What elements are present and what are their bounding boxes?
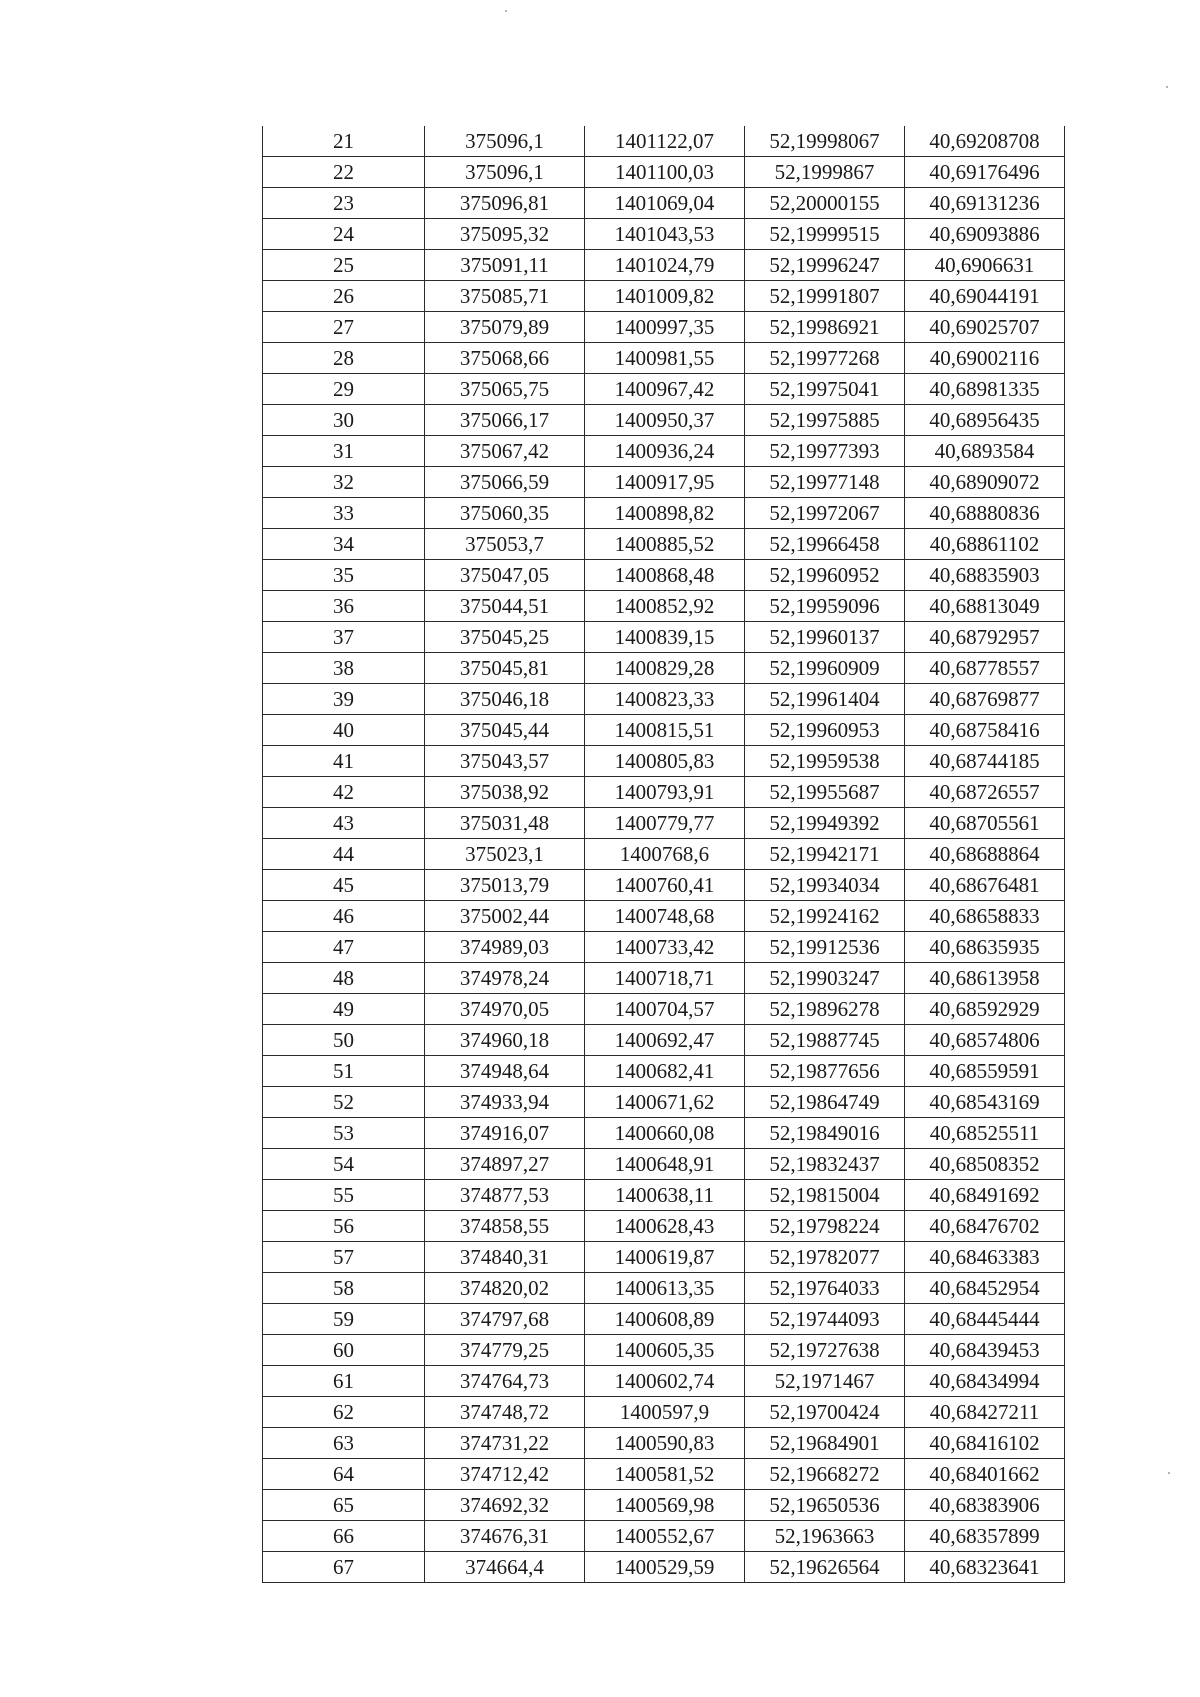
- latitude-cell: 52,19977268: [745, 343, 905, 374]
- table-row: [263, 591, 1065, 622]
- point-number-cell: 44: [263, 839, 425, 870]
- y-coordinate-cell: 1400671,62: [585, 1087, 745, 1118]
- point-number-cell: 42: [263, 777, 425, 808]
- y-coordinate-cell: 1400692,47: [585, 1025, 745, 1056]
- table-row: [263, 219, 1065, 250]
- latitude-cell: 52,19975041: [745, 374, 905, 405]
- longitude-cell: 40,68880836: [905, 498, 1065, 529]
- x-coordinate-cell: 375031,48: [425, 808, 585, 839]
- table-row: [263, 1397, 1065, 1428]
- longitude-cell: 40,68981335: [905, 374, 1065, 405]
- x-coordinate-cell: 374960,18: [425, 1025, 585, 1056]
- latitude-cell: 52,19960953: [745, 715, 905, 746]
- table-row: [263, 622, 1065, 653]
- point-number-cell: 23: [263, 188, 425, 219]
- longitude-cell: 40,68592929: [905, 994, 1065, 1025]
- table-row: [263, 746, 1065, 777]
- point-number-cell: 28: [263, 343, 425, 374]
- x-coordinate-cell: 375046,18: [425, 684, 585, 715]
- latitude-cell: 52,19960952: [745, 560, 905, 591]
- x-coordinate-cell: 375096,1: [425, 157, 585, 188]
- x-coordinate-cell: 375047,05: [425, 560, 585, 591]
- table-row: [263, 994, 1065, 1025]
- latitude-cell: 52,19977148: [745, 467, 905, 498]
- x-coordinate-cell: 374797,68: [425, 1304, 585, 1335]
- x-coordinate-cell: 375066,59: [425, 467, 585, 498]
- latitude-cell: 52,19887745: [745, 1025, 905, 1056]
- point-number-cell: 54: [263, 1149, 425, 1180]
- latitude-cell: 52,19877656: [745, 1056, 905, 1087]
- point-number-cell: 62: [263, 1397, 425, 1428]
- table-row: [263, 343, 1065, 374]
- latitude-cell: 52,19903247: [745, 963, 905, 994]
- x-coordinate-cell: 374877,53: [425, 1180, 585, 1211]
- table-row: [263, 1366, 1065, 1397]
- y-coordinate-cell: 1400602,74: [585, 1366, 745, 1397]
- table-row: [263, 1056, 1065, 1087]
- y-coordinate-cell: 1400805,83: [585, 746, 745, 777]
- table-row: [263, 870, 1065, 901]
- table-row: [263, 1335, 1065, 1366]
- point-number-cell: 60: [263, 1335, 425, 1366]
- latitude-cell: 52,19849016: [745, 1118, 905, 1149]
- table-row: [263, 653, 1065, 684]
- longitude-cell: 40,68383906: [905, 1490, 1065, 1521]
- y-coordinate-cell: 1400823,33: [585, 684, 745, 715]
- y-coordinate-cell: 1400898,82: [585, 498, 745, 529]
- y-coordinate-cell: 1400660,08: [585, 1118, 745, 1149]
- latitude-cell: 52,19975885: [745, 405, 905, 436]
- longitude-cell: 40,68401662: [905, 1459, 1065, 1490]
- table-row: [263, 932, 1065, 963]
- point-number-cell: 59: [263, 1304, 425, 1335]
- table-row: [263, 312, 1065, 343]
- y-coordinate-cell: 1400628,43: [585, 1211, 745, 1242]
- latitude-cell: 52,19960909: [745, 653, 905, 684]
- table-row: [263, 1087, 1065, 1118]
- x-coordinate-cell: 375067,42: [425, 436, 585, 467]
- table-row: [263, 1025, 1065, 1056]
- longitude-cell: 40,6906631: [905, 250, 1065, 281]
- y-coordinate-cell: 1400529,59: [585, 1552, 745, 1583]
- latitude-cell: 52,19959096: [745, 591, 905, 622]
- point-number-cell: 26: [263, 281, 425, 312]
- y-coordinate-cell: 1400638,11: [585, 1180, 745, 1211]
- point-number-cell: 45: [263, 870, 425, 901]
- latitude-cell: 52,19972067: [745, 498, 905, 529]
- point-number-cell: 21: [263, 126, 425, 157]
- longitude-cell: 40,68508352: [905, 1149, 1065, 1180]
- x-coordinate-cell: 375038,92: [425, 777, 585, 808]
- point-number-cell: 48: [263, 963, 425, 994]
- x-coordinate-cell: 375013,79: [425, 870, 585, 901]
- table-row: [263, 715, 1065, 746]
- y-coordinate-cell: 1400718,71: [585, 963, 745, 994]
- point-number-cell: 30: [263, 405, 425, 436]
- latitude-cell: 52,19815004: [745, 1180, 905, 1211]
- table-row: [263, 1149, 1065, 1180]
- longitude-cell: 40,68323641: [905, 1552, 1065, 1583]
- point-number-cell: 29: [263, 374, 425, 405]
- latitude-cell: 52,19955687: [745, 777, 905, 808]
- x-coordinate-cell: 375085,71: [425, 281, 585, 312]
- longitude-cell: 40,68835903: [905, 560, 1065, 591]
- longitude-cell: 40,69093886: [905, 219, 1065, 250]
- table-row: [263, 1428, 1065, 1459]
- y-coordinate-cell: 1400569,98: [585, 1490, 745, 1521]
- table-row: [263, 1304, 1065, 1335]
- latitude-cell: 52,19949392: [745, 808, 905, 839]
- table-row: [263, 1273, 1065, 1304]
- table-row: [263, 1552, 1065, 1583]
- latitude-cell: 52,19977393: [745, 436, 905, 467]
- point-number-cell: 63: [263, 1428, 425, 1459]
- point-number-cell: 57: [263, 1242, 425, 1273]
- latitude-cell: 52,19727638: [745, 1335, 905, 1366]
- latitude-cell: 52,19996247: [745, 250, 905, 281]
- y-coordinate-cell: 1400997,35: [585, 312, 745, 343]
- table-row: [263, 126, 1065, 157]
- longitude-cell: 40,68813049: [905, 591, 1065, 622]
- y-coordinate-cell: 1400885,52: [585, 529, 745, 560]
- point-number-cell: 66: [263, 1521, 425, 1552]
- latitude-cell: 52,19668272: [745, 1459, 905, 1490]
- table-row: [263, 777, 1065, 808]
- point-number-cell: 24: [263, 219, 425, 250]
- point-number-cell: 61: [263, 1366, 425, 1397]
- y-coordinate-cell: 1400605,35: [585, 1335, 745, 1366]
- longitude-cell: 40,68861102: [905, 529, 1065, 560]
- latitude-cell: 52,1971467: [745, 1366, 905, 1397]
- longitude-cell: 40,68744185: [905, 746, 1065, 777]
- latitude-cell: 52,19966458: [745, 529, 905, 560]
- point-number-cell: 51: [263, 1056, 425, 1087]
- x-coordinate-cell: 374970,05: [425, 994, 585, 1025]
- table-row: [263, 1242, 1065, 1273]
- x-coordinate-cell: 375065,75: [425, 374, 585, 405]
- y-coordinate-cell: 1401024,79: [585, 250, 745, 281]
- table-row: [263, 374, 1065, 405]
- y-coordinate-cell: 1400793,91: [585, 777, 745, 808]
- table-row: [263, 436, 1065, 467]
- longitude-cell: 40,68778557: [905, 653, 1065, 684]
- scan-speck: [1166, 86, 1168, 88]
- point-number-cell: 27: [263, 312, 425, 343]
- y-coordinate-cell: 1400590,83: [585, 1428, 745, 1459]
- point-number-cell: 58: [263, 1273, 425, 1304]
- latitude-cell: 52,19798224: [745, 1211, 905, 1242]
- latitude-cell: 52,19999515: [745, 219, 905, 250]
- table-row: [263, 839, 1065, 870]
- latitude-cell: 52,19782077: [745, 1242, 905, 1273]
- longitude-cell: 40,68559591: [905, 1056, 1065, 1087]
- latitude-cell: 52,1963663: [745, 1521, 905, 1552]
- x-coordinate-cell: 374820,02: [425, 1273, 585, 1304]
- longitude-cell: 40,68427211: [905, 1397, 1065, 1428]
- x-coordinate-cell: 375045,44: [425, 715, 585, 746]
- point-number-cell: 32: [263, 467, 425, 498]
- longitude-cell: 40,68452954: [905, 1273, 1065, 1304]
- longitude-cell: 40,68357899: [905, 1521, 1065, 1552]
- y-coordinate-cell: 1400852,92: [585, 591, 745, 622]
- y-coordinate-cell: 1400682,41: [585, 1056, 745, 1087]
- table-row: [263, 560, 1065, 591]
- table-row: [263, 250, 1065, 281]
- table-row: [263, 1180, 1065, 1211]
- longitude-cell: 40,68445444: [905, 1304, 1065, 1335]
- latitude-cell: 52,19934034: [745, 870, 905, 901]
- point-number-cell: 38: [263, 653, 425, 684]
- point-number-cell: 43: [263, 808, 425, 839]
- scan-speck: [1168, 1472, 1170, 1474]
- coordinates-table: [262, 126, 1065, 1583]
- x-coordinate-cell: 375023,1: [425, 839, 585, 870]
- x-coordinate-cell: 374933,94: [425, 1087, 585, 1118]
- y-coordinate-cell: 1401069,04: [585, 188, 745, 219]
- table-row: [263, 498, 1065, 529]
- longitude-cell: 40,68909072: [905, 467, 1065, 498]
- point-number-cell: 33: [263, 498, 425, 529]
- longitude-cell: 40,68792957: [905, 622, 1065, 653]
- y-coordinate-cell: 1400981,55: [585, 343, 745, 374]
- longitude-cell: 40,68956435: [905, 405, 1065, 436]
- longitude-cell: 40,69025707: [905, 312, 1065, 343]
- point-number-cell: 53: [263, 1118, 425, 1149]
- longitude-cell: 40,68726557: [905, 777, 1065, 808]
- x-coordinate-cell: 374764,73: [425, 1366, 585, 1397]
- y-coordinate-cell: 1400704,57: [585, 994, 745, 1025]
- table-row: [263, 1118, 1065, 1149]
- y-coordinate-cell: 1400868,48: [585, 560, 745, 591]
- point-number-cell: 56: [263, 1211, 425, 1242]
- longitude-cell: 40,68525511: [905, 1118, 1065, 1149]
- x-coordinate-cell: 375044,51: [425, 591, 585, 622]
- latitude-cell: 52,19626564: [745, 1552, 905, 1583]
- x-coordinate-cell: 375096,1: [425, 126, 585, 157]
- x-coordinate-cell: 375053,7: [425, 529, 585, 560]
- x-coordinate-cell: 375079,89: [425, 312, 585, 343]
- x-coordinate-cell: 374858,55: [425, 1211, 585, 1242]
- y-coordinate-cell: 1400967,42: [585, 374, 745, 405]
- x-coordinate-cell: 374779,25: [425, 1335, 585, 1366]
- point-number-cell: 39: [263, 684, 425, 715]
- latitude-cell: 52,19942171: [745, 839, 905, 870]
- longitude-cell: 40,68416102: [905, 1428, 1065, 1459]
- x-coordinate-cell: 374948,64: [425, 1056, 585, 1087]
- longitude-cell: 40,68491692: [905, 1180, 1065, 1211]
- longitude-cell: 40,68463383: [905, 1242, 1065, 1273]
- point-number-cell: 55: [263, 1180, 425, 1211]
- y-coordinate-cell: 1400648,91: [585, 1149, 745, 1180]
- x-coordinate-cell: 374664,4: [425, 1552, 585, 1583]
- latitude-cell: 52,19896278: [745, 994, 905, 1025]
- latitude-cell: 52,19998067: [745, 126, 905, 157]
- point-number-cell: 46: [263, 901, 425, 932]
- y-coordinate-cell: 1400839,15: [585, 622, 745, 653]
- x-coordinate-cell: 374692,32: [425, 1490, 585, 1521]
- y-coordinate-cell: 1400748,68: [585, 901, 745, 932]
- latitude-cell: 52,20000155: [745, 188, 905, 219]
- y-coordinate-cell: 1400917,95: [585, 467, 745, 498]
- y-coordinate-cell: 1400779,77: [585, 808, 745, 839]
- longitude-cell: 40,68574806: [905, 1025, 1065, 1056]
- table-row: [263, 1211, 1065, 1242]
- x-coordinate-cell: 374916,07: [425, 1118, 585, 1149]
- longitude-cell: 40,68769877: [905, 684, 1065, 715]
- y-coordinate-cell: 1400613,35: [585, 1273, 745, 1304]
- longitude-cell: 40,68613958: [905, 963, 1065, 994]
- latitude-cell: 52,19864749: [745, 1087, 905, 1118]
- latitude-cell: 52,19991807: [745, 281, 905, 312]
- table-row: [263, 901, 1065, 932]
- longitude-cell: 40,68676481: [905, 870, 1065, 901]
- latitude-cell: 52,19959538: [745, 746, 905, 777]
- longitude-cell: 40,68434994: [905, 1366, 1065, 1397]
- longitude-cell: 40,68635935: [905, 932, 1065, 963]
- longitude-cell: 40,69176496: [905, 157, 1065, 188]
- longitude-cell: 40,69002116: [905, 343, 1065, 374]
- point-number-cell: 36: [263, 591, 425, 622]
- y-coordinate-cell: 1400950,37: [585, 405, 745, 436]
- longitude-cell: 40,68688864: [905, 839, 1065, 870]
- latitude-cell: 52,19832437: [745, 1149, 905, 1180]
- coordinates-table-body: [263, 126, 1065, 1583]
- y-coordinate-cell: 1400815,51: [585, 715, 745, 746]
- longitude-cell: 40,69208708: [905, 126, 1065, 157]
- latitude-cell: 52,19960137: [745, 622, 905, 653]
- table-row: [263, 1459, 1065, 1490]
- x-coordinate-cell: 375045,25: [425, 622, 585, 653]
- y-coordinate-cell: 1400760,41: [585, 870, 745, 901]
- x-coordinate-cell: 375068,66: [425, 343, 585, 374]
- y-coordinate-cell: 1400597,9: [585, 1397, 745, 1428]
- point-number-cell: 41: [263, 746, 425, 777]
- table-row: [263, 405, 1065, 436]
- x-coordinate-cell: 374676,31: [425, 1521, 585, 1552]
- table-row: [263, 467, 1065, 498]
- x-coordinate-cell: 375060,35: [425, 498, 585, 529]
- y-coordinate-cell: 1400936,24: [585, 436, 745, 467]
- x-coordinate-cell: 375066,17: [425, 405, 585, 436]
- longitude-cell: 40,69131236: [905, 188, 1065, 219]
- latitude-cell: 52,19912536: [745, 932, 905, 963]
- longitude-cell: 40,6893584: [905, 436, 1065, 467]
- x-coordinate-cell: 374748,72: [425, 1397, 585, 1428]
- y-coordinate-cell: 1401122,07: [585, 126, 745, 157]
- x-coordinate-cell: 375043,57: [425, 746, 585, 777]
- table-row: [263, 963, 1065, 994]
- y-coordinate-cell: 1400552,67: [585, 1521, 745, 1552]
- x-coordinate-cell: 375091,11: [425, 250, 585, 281]
- latitude-cell: 52,19924162: [745, 901, 905, 932]
- y-coordinate-cell: 1401009,82: [585, 281, 745, 312]
- table-row: [263, 188, 1065, 219]
- x-coordinate-cell: 375095,32: [425, 219, 585, 250]
- x-coordinate-cell: 375045,81: [425, 653, 585, 684]
- point-number-cell: 35: [263, 560, 425, 591]
- x-coordinate-cell: 374840,31: [425, 1242, 585, 1273]
- longitude-cell: 40,68658833: [905, 901, 1065, 932]
- latitude-cell: 52,19650536: [745, 1490, 905, 1521]
- x-coordinate-cell: 374712,42: [425, 1459, 585, 1490]
- y-coordinate-cell: 1400619,87: [585, 1242, 745, 1273]
- table-row: [263, 684, 1065, 715]
- x-coordinate-cell: 374897,27: [425, 1149, 585, 1180]
- point-number-cell: 40: [263, 715, 425, 746]
- latitude-cell: 52,19684901: [745, 1428, 905, 1459]
- latitude-cell: 52,19986921: [745, 312, 905, 343]
- table-row: [263, 281, 1065, 312]
- table-row: [263, 808, 1065, 839]
- y-coordinate-cell: 1401043,53: [585, 219, 745, 250]
- table-row: [263, 1490, 1065, 1521]
- point-number-cell: 64: [263, 1459, 425, 1490]
- longitude-cell: 40,69044191: [905, 281, 1065, 312]
- point-number-cell: 37: [263, 622, 425, 653]
- point-number-cell: 47: [263, 932, 425, 963]
- y-coordinate-cell: 1400829,28: [585, 653, 745, 684]
- latitude-cell: 52,19744093: [745, 1304, 905, 1335]
- x-coordinate-cell: 375096,81: [425, 188, 585, 219]
- point-number-cell: 34: [263, 529, 425, 560]
- latitude-cell: 52,19764033: [745, 1273, 905, 1304]
- point-number-cell: 50: [263, 1025, 425, 1056]
- point-number-cell: 22: [263, 157, 425, 188]
- x-coordinate-cell: 375002,44: [425, 901, 585, 932]
- scan-speck: [505, 10, 507, 12]
- longitude-cell: 40,68705561: [905, 808, 1065, 839]
- x-coordinate-cell: 374978,24: [425, 963, 585, 994]
- longitude-cell: 40,68543169: [905, 1087, 1065, 1118]
- longitude-cell: 40,68476702: [905, 1211, 1065, 1242]
- point-number-cell: 25: [263, 250, 425, 281]
- point-number-cell: 52: [263, 1087, 425, 1118]
- y-coordinate-cell: 1400733,42: [585, 932, 745, 963]
- y-coordinate-cell: 1400581,52: [585, 1459, 745, 1490]
- point-number-cell: 65: [263, 1490, 425, 1521]
- x-coordinate-cell: 374731,22: [425, 1428, 585, 1459]
- table-row: [263, 157, 1065, 188]
- point-number-cell: 49: [263, 994, 425, 1025]
- latitude-cell: 52,19700424: [745, 1397, 905, 1428]
- latitude-cell: 52,1999867: [745, 157, 905, 188]
- x-coordinate-cell: 374989,03: [425, 932, 585, 963]
- point-number-cell: 67: [263, 1552, 425, 1583]
- table-row: [263, 1521, 1065, 1552]
- longitude-cell: 40,68758416: [905, 715, 1065, 746]
- y-coordinate-cell: 1401100,03: [585, 157, 745, 188]
- y-coordinate-cell: 1400608,89: [585, 1304, 745, 1335]
- y-coordinate-cell: 1400768,6: [585, 839, 745, 870]
- longitude-cell: 40,68439453: [905, 1335, 1065, 1366]
- latitude-cell: 52,19961404: [745, 684, 905, 715]
- point-number-cell: 31: [263, 436, 425, 467]
- table-row: [263, 529, 1065, 560]
